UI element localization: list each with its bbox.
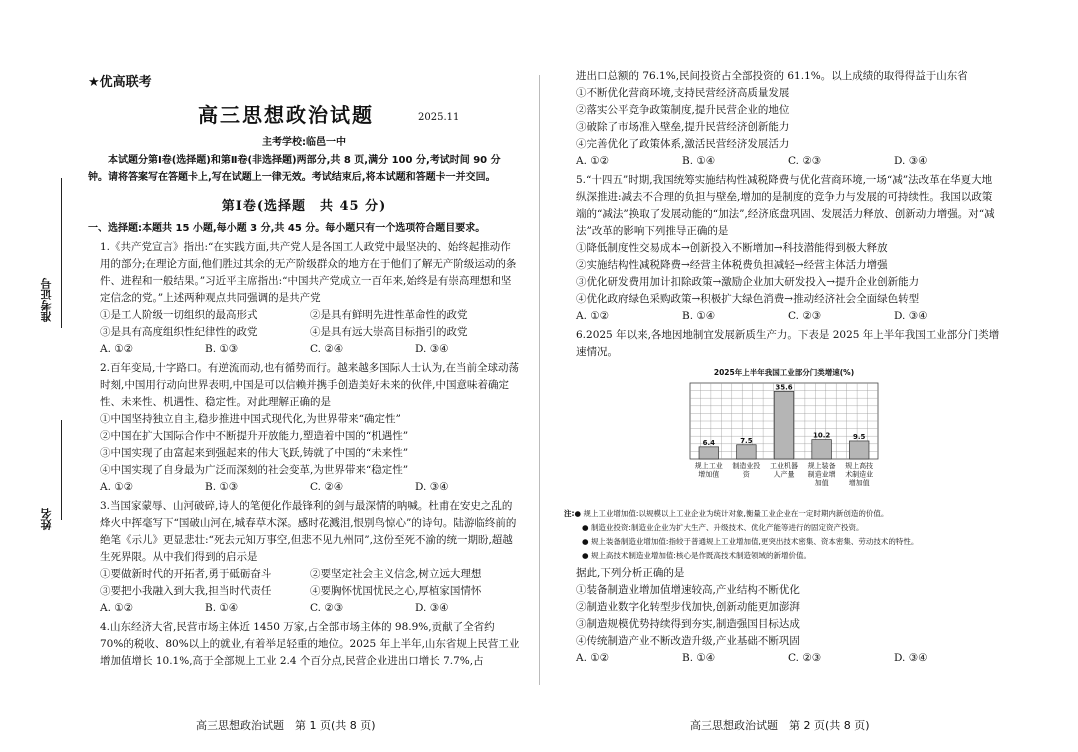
bar	[737, 445, 757, 459]
statement-options	[564, 582, 1000, 650]
choice-b[interactable]: B. ①④	[682, 310, 716, 322]
statement: ①是工人阶级一切组织的最高形式	[100, 309, 258, 322]
note-1	[564, 507, 1000, 521]
statement: ②实施结构性减税降费→经营主体税费负担减轻→经营主体活力增强	[576, 259, 888, 271]
question-2	[88, 360, 520, 496]
note-text: 规上工业增加值:以规模以上工业企业为统计对象,衡量工业企业在一定时期内新创造的价值。	[583, 509, 889, 519]
note-text: 规上装备制造业增加值:指较于普通规上工业增加值,更突出技术密集、资本密集、劳动技术的特性。	[590, 536, 919, 546]
bar-chart	[684, 379, 884, 497]
question-4	[88, 619, 520, 670]
footer-page-2: 高三思想政治试题 第 2 页(共 8 页)	[690, 719, 870, 732]
exam-brand: ★优高联考	[88, 75, 152, 90]
bar	[699, 447, 719, 459]
choice-d[interactable]: D. ③④	[415, 481, 449, 494]
question-prompt: 据此,下列分析正确的是	[576, 566, 685, 579]
statement: ②是具有鲜明先进性革命性的政党	[310, 309, 468, 322]
answer-choices	[88, 479, 520, 496]
choice-c[interactable]: C. ②④	[310, 481, 344, 494]
statement: ④要胸怀忧国忧民之心,厚植家国情怀	[310, 585, 482, 598]
question-1	[88, 239, 520, 358]
page-2	[564, 68, 1000, 688]
growth-chart	[684, 367, 884, 503]
statement: ③破除了市场准入壁垒,提升民营经济创新能力	[576, 121, 790, 133]
choice-a[interactable]: A. ①②	[576, 651, 610, 664]
chart-title: 2025年上半年我国工业部分门类增速(%)	[713, 368, 855, 377]
statement: ①要做新时代的开拓者,勇于砥砺奋斗	[100, 568, 272, 581]
statement: ③制造规模优势持续得到夯实,制造强国目标达成	[576, 617, 800, 630]
question-5	[564, 172, 1000, 325]
part-title: 第Ⅰ卷(选择题 共 45 分)	[221, 199, 387, 215]
bar	[812, 440, 832, 459]
question-stem-continued: 进出口总额的 76.1%,民间投资占全部投资的 61.1%。以上成绩的取得得益于山东省	[576, 70, 968, 82]
name-label: 姓名	[40, 508, 53, 530]
statement: ③优化研发费用加计扣除政策→激励企业加大研发投入→提升企业创新能力	[576, 276, 920, 288]
category-label: 工业机器人产量	[770, 462, 798, 479]
choice-b[interactable]: B. ①④	[682, 651, 716, 664]
choice-d[interactable]: D. ③④	[415, 602, 449, 615]
exam-notice: 本试题分第Ⅰ卷(选择题)和第Ⅱ卷(非选择题)两部分,共 8 页,满分 100 分,考试时间 90 分钟。请将答案写在答题卡上,写在试题上一律无效。考试结束后,将本试题和答题卡一并交回。	[88, 155, 501, 183]
statement: ①中国坚持独立自主,稳步推进中国式现代化,为世界带来“确定性”	[100, 413, 401, 426]
statement-options	[88, 307, 520, 341]
statement: ④完善优化了政策体系,激活民营经济发展活力	[576, 138, 790, 150]
statement: ④中国实现了自身最为广泛而深刻的社会变革,为世界带来“稳定性”	[100, 464, 409, 477]
answer-choices	[564, 308, 1000, 325]
statement: ④优化政府绿色采购政策→积极扩大绿色消费→推动经济社会全面绿色转型	[576, 293, 920, 305]
exam-date: 2025.11	[418, 112, 460, 124]
bar	[849, 441, 869, 459]
statement: ④是具有远大崇高目标指引的政党	[310, 326, 468, 339]
chart-notes	[564, 507, 1000, 563]
category-label: 规上装备制造业增加值	[807, 462, 836, 488]
note-text: 制造业投资:制造业企业为扩大生产、升级技术、优化产能等进行的固定资产投资。	[590, 523, 864, 533]
choice-a[interactable]: A. ①②	[100, 602, 134, 615]
answer-choices	[88, 341, 520, 358]
statement-options	[564, 240, 1000, 308]
bar	[774, 392, 794, 460]
statement: ③要把小我融入到大我,担当时代责任	[100, 585, 272, 598]
question-3	[88, 498, 520, 617]
note-4: ● 规上高技术制造业增加值:核心是作既高技术制造领域的新增价值。	[582, 550, 811, 560]
title-row	[88, 99, 520, 133]
choice-b[interactable]: B. ①③	[205, 481, 239, 494]
choice-c[interactable]: C. ②④	[310, 343, 344, 356]
choice-b[interactable]: B. ①④	[682, 155, 716, 167]
choice-c[interactable]: C. ②③	[788, 310, 822, 322]
question-6	[564, 327, 1000, 667]
question-stem: 5.“十四五”时期,我国统筹实施结构性减税降费与优化营商环境,一场“减”法改革在华夏大地纵深推进:减去不合理的负担与壁垒,增加的是制度的竞争力与发展的可持续性。我国以政策端的“减法”换取了发展动能的“加法”,经济底盘巩固、发展活力释放、创新动力增强。对“减法”改革的影响下列推导正确的是	[576, 174, 995, 237]
statement: ②要坚定社会主义信念,树立远大理想	[310, 568, 482, 581]
choice-d[interactable]: D. ③④	[894, 651, 928, 664]
statement: ①装备制造业增加值增速较高,产业结构不断优化	[576, 583, 800, 596]
choice-a[interactable]: A. ①②	[100, 481, 134, 494]
question-stem: 2.百年变局,十字路口。有逆流而动,也有循势而行。越来越多国际人士认为,在当前全球动荡时刻,中国用行动向世界表明,中国是可以信赖并携手创造美好未来的伙伴,中国意味着确定性、未来性、机遇性、稳定性。对此理解正确的是	[100, 362, 520, 409]
statement-options	[88, 566, 520, 600]
question-stem: 1.《共产党宣言》指出:“在实践方面,共产党人是各国工人政党中最坚决的、始终起推动作用的部分;在理论方面,他们胜过其余的无产阶级群众的地方在于他们了解无产阶级运动的条件、进程和一般结果。”习近平主席指出:“中国共产党成立一百年来,始终是有崇高理想和坚定信念的党。”上述两种观点共同强调的是共产党	[100, 241, 517, 305]
question-stem: 6.2025 年以来,各地因地制宜发展新质生产力。下表是 2025 年上半年我国工业部分门类增速情况。	[576, 329, 1000, 358]
data-label: 35.6	[775, 383, 793, 392]
answer-choices	[88, 600, 520, 617]
question-4-continued	[564, 68, 1000, 170]
statement-options	[564, 85, 1000, 153]
choice-c[interactable]: C. ②③	[788, 155, 822, 167]
statement: ④传统制造产业不断改造升级,产业基础不断巩固	[576, 634, 800, 647]
choice-a[interactable]: A. ①②	[576, 155, 610, 167]
statement: ②落实公平竞争政策制度,提升民营企业的地位	[576, 104, 790, 116]
choice-b[interactable]: B. ①③	[205, 343, 239, 356]
note-text: 规上高技术制造业增加值:核心是作既高技术制造领域的新增价值。	[590, 550, 811, 560]
choice-c[interactable]: C. ②③	[310, 602, 344, 615]
ticket-line	[61, 178, 62, 328]
category-label: 规上工业增加值	[694, 462, 723, 479]
statement: ③中国实现了由富起来到强起来的伟大飞跃,铸就了中国的“未来性”	[100, 447, 409, 460]
choice-b[interactable]: B. ①④	[205, 602, 239, 615]
page-divider	[539, 75, 540, 685]
statement: ①降低制度性交易成本→创新投入不断增加→科技潜能得到极大释放	[576, 242, 888, 254]
choice-d[interactable]: D. ③④	[894, 155, 928, 167]
data-label: 10.2	[812, 431, 831, 440]
choice-a[interactable]: A. ①②	[576, 310, 610, 322]
note-2: ● 制造业投资:制造业企业为扩大生产、升级技术、优化产能等进行的固定资产投资。	[582, 523, 864, 533]
category-label: 规上高技术制造业增加值	[845, 462, 874, 488]
ticket-number-label: 准考证号	[40, 278, 53, 322]
question-stem: 4.山东经济大省,民营市场主体近 1450 万家,占全部市场主体的 98.9%,贡献了全省约 70%的税收、80%以上的就业,有着举足轻重的地位。2025 年上半年,山东省规上民营工业增加值增长 10.1%,高于全部规上工业 2.4 个百分点,民营企业进出口增长 7.7%,占	[100, 621, 520, 668]
data-label: 7.5	[740, 436, 753, 445]
choice-d[interactable]: D. ③④	[415, 343, 449, 356]
note-label: 注:●	[564, 509, 582, 519]
binding-margin	[38, 170, 68, 610]
answer-choices	[564, 153, 1000, 170]
statement-options	[88, 411, 520, 479]
footer-page-1: 高三思想政治试题 第 1 页(共 8 页)	[196, 719, 376, 732]
choice-c[interactable]: C. ②③	[788, 651, 822, 664]
data-label: 6.4	[702, 438, 716, 447]
answer-choices	[564, 650, 1000, 667]
data-label: 9.5	[852, 433, 866, 442]
choice-d[interactable]: D. ③④	[894, 310, 928, 322]
statement: ②中国在扩大国际合作中不断提升开放能力,塑造着中国的“机遇性”	[100, 430, 409, 443]
question-stem: 3.当国家蒙辱、山河破碎,诗人的笔便化作最锋利的剑与最深情的呐喊。杜甫在安史之乱的烽火中挥毫写下“国破山河在,城春草木深。感时花溅泪,恨别鸟惊心”的诗句。陆游临终前的绝笔《示儿》更显悲壮:“死去元知万事空,但悲不见九州同”,这份至死不渝的统一期盼,超越生死界限。从中我们得到的启示是	[100, 500, 517, 564]
statement: ③是具有高度组织性纪律性的政党	[100, 326, 258, 339]
statement: ①不断优化营商环境,支持民营经济高质量发展	[576, 87, 790, 99]
note-3: ● 规上装备制造业增加值:指较于普通规上工业增加值,更突出技术密集、资本密集、劳动技术的特性。	[582, 536, 919, 546]
page-1	[88, 72, 520, 692]
statement: ②制造业数字化转型步伐加快,创新动能更加澎湃	[576, 600, 800, 613]
section-instruction: 一、选择题:本题共 15 小题,每小题 3 分,共 45 分。每小题只有一个选项符合题目要求。	[88, 223, 486, 235]
page-title: 高三思想政治试题	[198, 103, 374, 128]
category-label: 制造业投资	[732, 462, 761, 479]
host-school: 主考学校:临邑一中	[262, 137, 346, 149]
choice-a[interactable]: A. ①②	[100, 343, 134, 356]
name-line	[61, 420, 62, 520]
